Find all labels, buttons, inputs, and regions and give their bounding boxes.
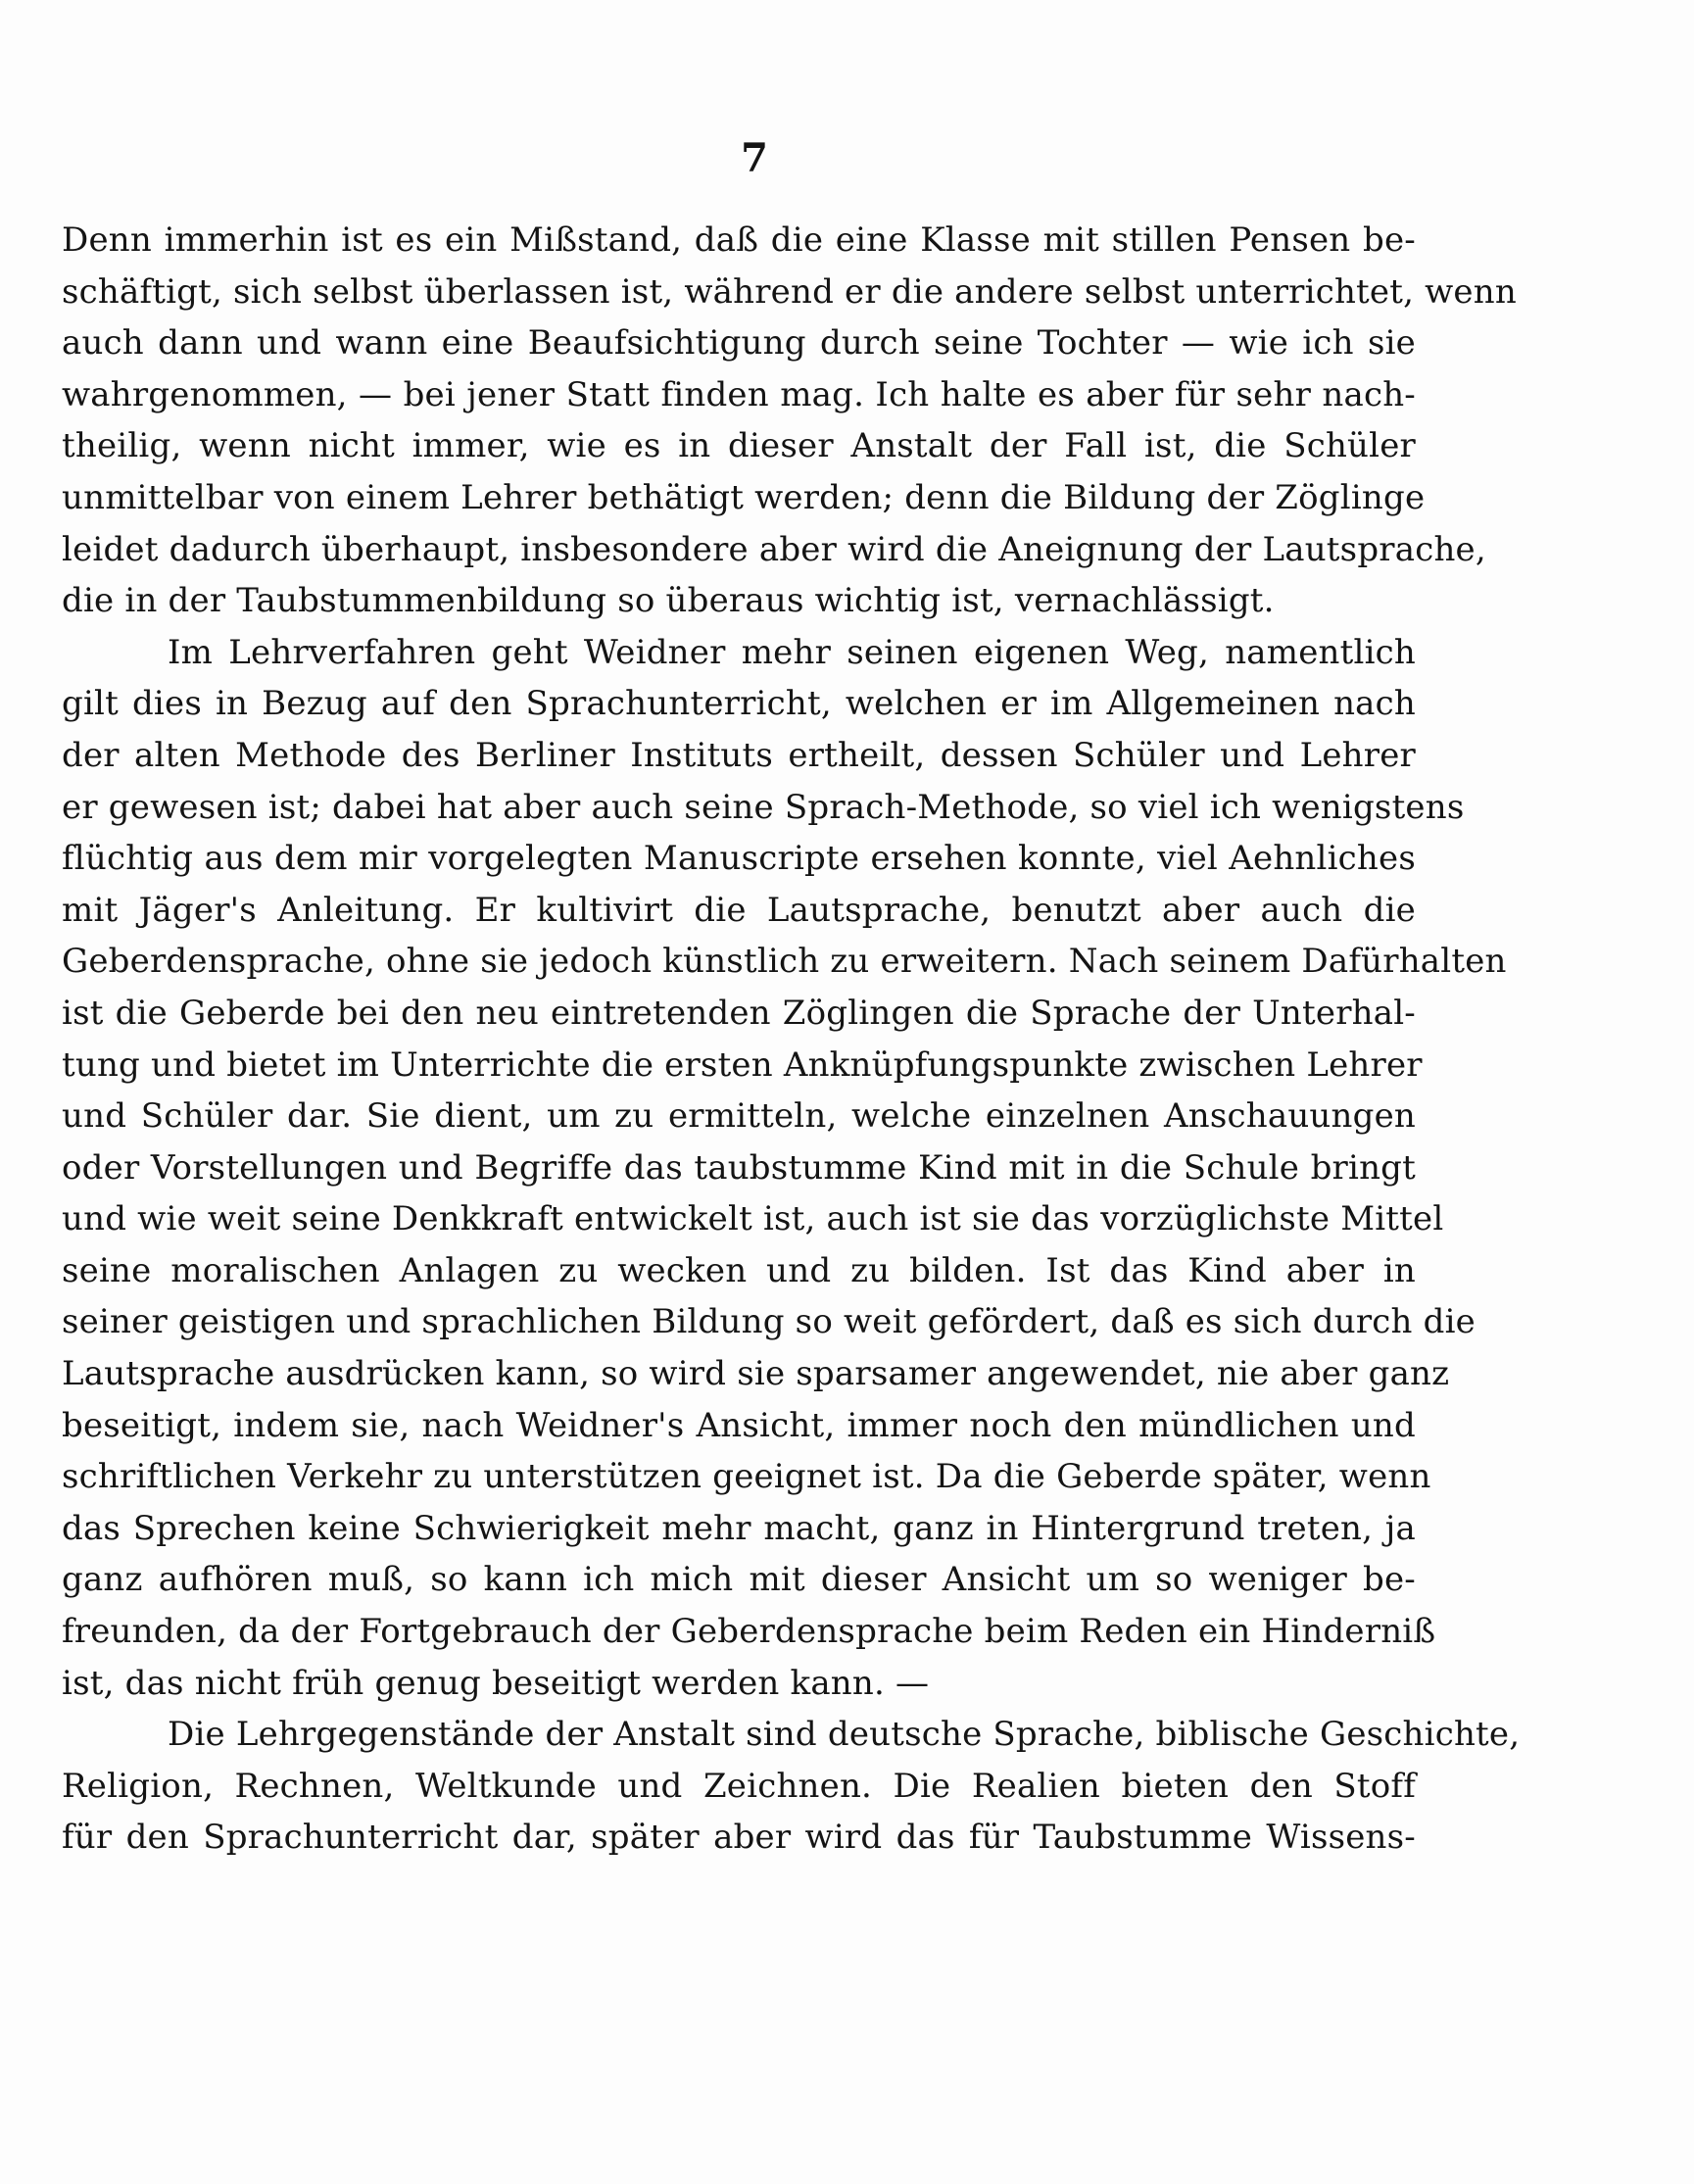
text-line: und wie weit seine Denkkraft entwickelt ist, auch ist sie das vorzüglichste Mittel	[62, 1199, 1444, 1239]
text-line: Religion, Rechnen, Weltkunde und Zeichnen. Die Realien bieten den Stoff	[62, 1766, 1416, 1806]
text-line: und Schüler dar. Sie dient, um zu ermitteln, welche einzelnen Anschauungen	[62, 1096, 1416, 1137]
text-line: auch dann und wann eine Beaufsichtigung durch seine Tochter — wie ich sie	[62, 323, 1416, 364]
text-line: wahrgenommen, — bei jener Statt finden mag. Ich halte es aber für sehr nach-	[62, 374, 1416, 414]
text-line: seine moralischen Anlagen zu wecken und zu bilden. Ist das Kind aber in	[62, 1250, 1416, 1290]
text-line: leidet dadurch überhaupt, insbesondere aber wird die Aneignung der Lautsprache,	[62, 529, 1486, 569]
text-line: theilig, wenn nicht immer, wie es in dieser Anstalt der Fall ist, die Schüler	[62, 426, 1416, 466]
text-line: beseitigt, indem sie, nach Weidner's Ansicht, immer noch den mündlichen und	[62, 1405, 1416, 1445]
text-line: er gewesen ist; dabei hat aber auch seine Sprach-Methode, so viel ich wenigstens	[62, 787, 1465, 827]
text-line: der alten Methode des Berliner Instituts ertheilt, dessen Schüler und Lehrer	[62, 735, 1416, 775]
text-line: ist, das nicht früh genug beseitigt werden kann. —	[62, 1663, 930, 1703]
text-line: mit Jäger's Anleitung. Er kultivirt die Lautsprache, benutzt aber auch die	[62, 890, 1416, 930]
text-line: freunden, da der Fortgebrauch der Geberdensprache beim Reden ein Hinderniß	[62, 1612, 1436, 1652]
text-line: ist die Geberde bei den neu eintretenden Zöglingen die Sprache der Unterhal-	[62, 993, 1416, 1033]
text-line: Geberdensprache, ohne sie jedoch künstlich zu erweitern. Nach seinem Dafürhalten	[62, 942, 1507, 982]
text-line: Im Lehrverfahren geht Weidner mehr seinen eigenen Weg, namentlich	[168, 632, 1416, 672]
text-line: das Sprechen keine Schwierigkeit mehr macht, ganz in Hintergrund treten, ja	[62, 1508, 1416, 1548]
text-line: ganz aufhören muß, so kann ich mich mit dieser Ansicht um so weniger be-	[62, 1560, 1416, 1600]
text-line: unmittelbar von einem Lehrer bethätigt werden; denn die Bildung der Zöglinge	[62, 477, 1426, 517]
text-line: Die Lehrgegenstände der Anstalt sind deutsche Sprache, biblische Geschichte,	[168, 1715, 1521, 1755]
paragraph-2	[62, 627, 1507, 1709]
text-line: gilt dies in Bezug auf den Sprachunterricht, welchen er im Allgemeinen nach	[62, 684, 1416, 724]
text-line: tung und bietet im Unterrichte die ersten Anknüpfungspunkte zwischen Lehrer	[62, 1044, 1423, 1085]
page-number: 7	[741, 135, 768, 181]
text-line: Denn immerhin ist es ein Mißstand, daß die eine Klasse mit stillen Pensen be-	[62, 220, 1416, 260]
text-line: für den Sprachunterricht dar, später aber wird das für Taubstumme Wissens-	[62, 1818, 1416, 1858]
text-line: schäftigt, sich selbst überlassen ist, während er die andere selbst unterrichtet, wenn	[62, 271, 1517, 312]
text-line: flüchtig aus dem mir vorgelegten Manuscripte ersehen konnte, viel Aehnliches	[62, 839, 1416, 879]
paragraph-3	[62, 1709, 1521, 1864]
body-text	[62, 215, 1521, 1864]
text-line: die in der Taubstummenbildung so überaus wichtig ist, vernachlässigt.	[62, 581, 1275, 621]
text-line: seiner geistigen und sprachlichen Bildung so weit gefördert, daß es sich durch die	[62, 1302, 1476, 1342]
text-line: oder Vorstellungen und Begriffe das taubstumme Kind mit in die Schule bringt	[62, 1147, 1416, 1188]
paragraph-1	[62, 215, 1517, 627]
text-line: Lautsprache ausdrücken kann, so wird sie sparsamer angewendet, nie aber ganz	[62, 1354, 1450, 1394]
text-line: schriftlichen Verkehr zu unterstützen geeignet ist. Da die Geberde später, wenn	[62, 1457, 1431, 1497]
